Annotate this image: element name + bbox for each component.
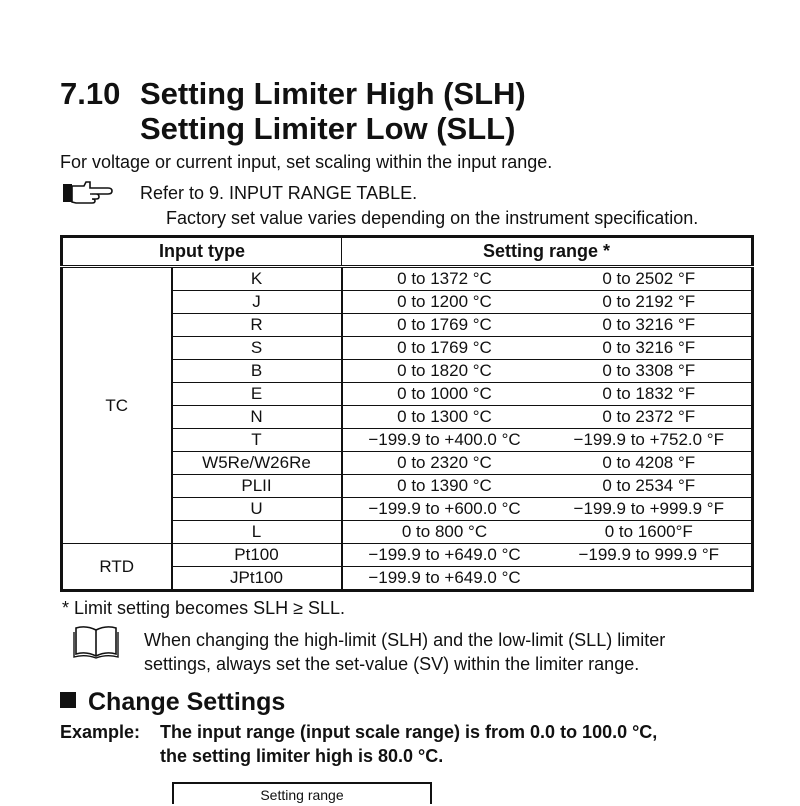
input-type-cell: L	[172, 521, 342, 544]
input-type-cell: K	[172, 267, 342, 291]
celsius-range-cell: 0 to 1390 °C	[342, 475, 547, 498]
table-row	[62, 267, 753, 291]
fahrenheit-range-cell: −199.9 to +999.9 °F	[547, 498, 753, 521]
book-icon	[72, 624, 120, 660]
refer-text: Refer to 9. INPUT RANGE TABLE.	[140, 183, 418, 203]
fahrenheit-range-cell	[547, 567, 753, 591]
fahrenheit-range-cell: −199.9 to 999.9 °F	[547, 544, 753, 567]
square-bullet-icon	[60, 692, 76, 708]
example-line-1	[60, 722, 658, 743]
section-number: 7.10	[60, 76, 121, 111]
setting-range-box: Setting range	[172, 782, 432, 804]
table-row	[62, 544, 753, 567]
change-settings-heading	[60, 688, 285, 717]
pointing-hand-icon	[62, 180, 114, 206]
fahrenheit-range-cell: 0 to 3216 °F	[547, 314, 753, 337]
page-title-line-1: Setting Limiter High (SLH)	[140, 76, 526, 111]
celsius-range-cell: −199.9 to +649.0 °C	[342, 544, 547, 567]
caution-line-2: settings, always set the set-value (SV) within the limiter range.	[144, 654, 640, 674]
input-type-cell: S	[172, 337, 342, 360]
fahrenheit-range-cell: 0 to 2534 °F	[547, 475, 753, 498]
celsius-range-cell: 0 to 1200 °C	[342, 291, 547, 314]
celsius-range-cell: 0 to 1300 °C	[342, 406, 547, 429]
celsius-range-cell: 0 to 800 °C	[342, 521, 547, 544]
celsius-range-cell: 0 to 1372 °C	[342, 267, 547, 291]
input-type-cell: J	[172, 291, 342, 314]
celsius-range-cell: 0 to 1769 °C	[342, 337, 547, 360]
input-type-cell: E	[172, 383, 342, 406]
fahrenheit-range-cell: 0 to 2502 °F	[547, 267, 753, 291]
celsius-range-cell: −199.9 to +649.0 °C	[342, 567, 547, 591]
celsius-range-cell: 0 to 1820 °C	[342, 360, 547, 383]
header-setting-range: Setting range *	[342, 237, 753, 267]
caution-text	[144, 628, 750, 676]
input-type-cell: N	[172, 406, 342, 429]
fahrenheit-range-cell: 0 to 1600°F	[547, 521, 753, 544]
fahrenheit-range-cell: 0 to 3216 °F	[547, 337, 753, 360]
fahrenheit-range-cell: 0 to 3308 °F	[547, 360, 753, 383]
factory-note: Factory set value varies depending on the instrument specification.	[166, 208, 699, 228]
header-input-type: Input type	[62, 237, 342, 267]
celsius-range-cell: 0 to 1000 °C	[342, 383, 547, 406]
input-type-cell: PLII	[172, 475, 342, 498]
input-type-cell: JPt100	[172, 567, 342, 591]
example-text-1: The input range (input scale range) is from 0.0 to 100.0 °C,	[160, 722, 658, 742]
input-type-cell: Pt100	[172, 544, 342, 567]
fahrenheit-range-cell: −199.9 to +752.0 °F	[547, 429, 753, 452]
change-settings-title: Change Settings	[88, 688, 286, 716]
input-type-cell: B	[172, 360, 342, 383]
limit-note: * Limit setting becomes SLH ≥ SLL.	[62, 598, 346, 618]
celsius-range-cell: 0 to 1769 °C	[342, 314, 547, 337]
setting-range-table	[60, 235, 754, 592]
input-group-cell: TC	[62, 267, 172, 544]
input-type-cell: W5Re/W26Re	[172, 452, 342, 475]
fahrenheit-range-cell: 0 to 4208 °F	[547, 452, 753, 475]
intro-text: For voltage or current input, set scaling within the input range.	[60, 152, 553, 172]
fahrenheit-range-cell: 0 to 2372 °F	[547, 406, 753, 429]
input-type-cell: R	[172, 314, 342, 337]
celsius-range-cell: −199.9 to +400.0 °C	[342, 429, 547, 452]
input-type-cell: U	[172, 498, 342, 521]
example-text-2: the setting limiter high is 80.0 °C.	[160, 746, 444, 766]
celsius-range-cell: 0 to 2320 °C	[342, 452, 547, 475]
example-label: Example:	[60, 722, 141, 742]
input-group-cell: RTD	[62, 544, 172, 591]
caution-line-1: When changing the high-limit (SLH) and the low-limit (SLL) limiter	[144, 630, 666, 650]
table-body	[62, 267, 753, 591]
table-header-row	[62, 237, 753, 267]
celsius-range-cell: −199.9 to +600.0 °C	[342, 498, 547, 521]
fahrenheit-range-cell: 0 to 1832 °F	[547, 383, 753, 406]
input-type-cell: T	[172, 429, 342, 452]
page-title-line-2: Setting Limiter Low (SLL)	[140, 111, 516, 146]
fahrenheit-range-cell: 0 to 2192 °F	[547, 291, 753, 314]
